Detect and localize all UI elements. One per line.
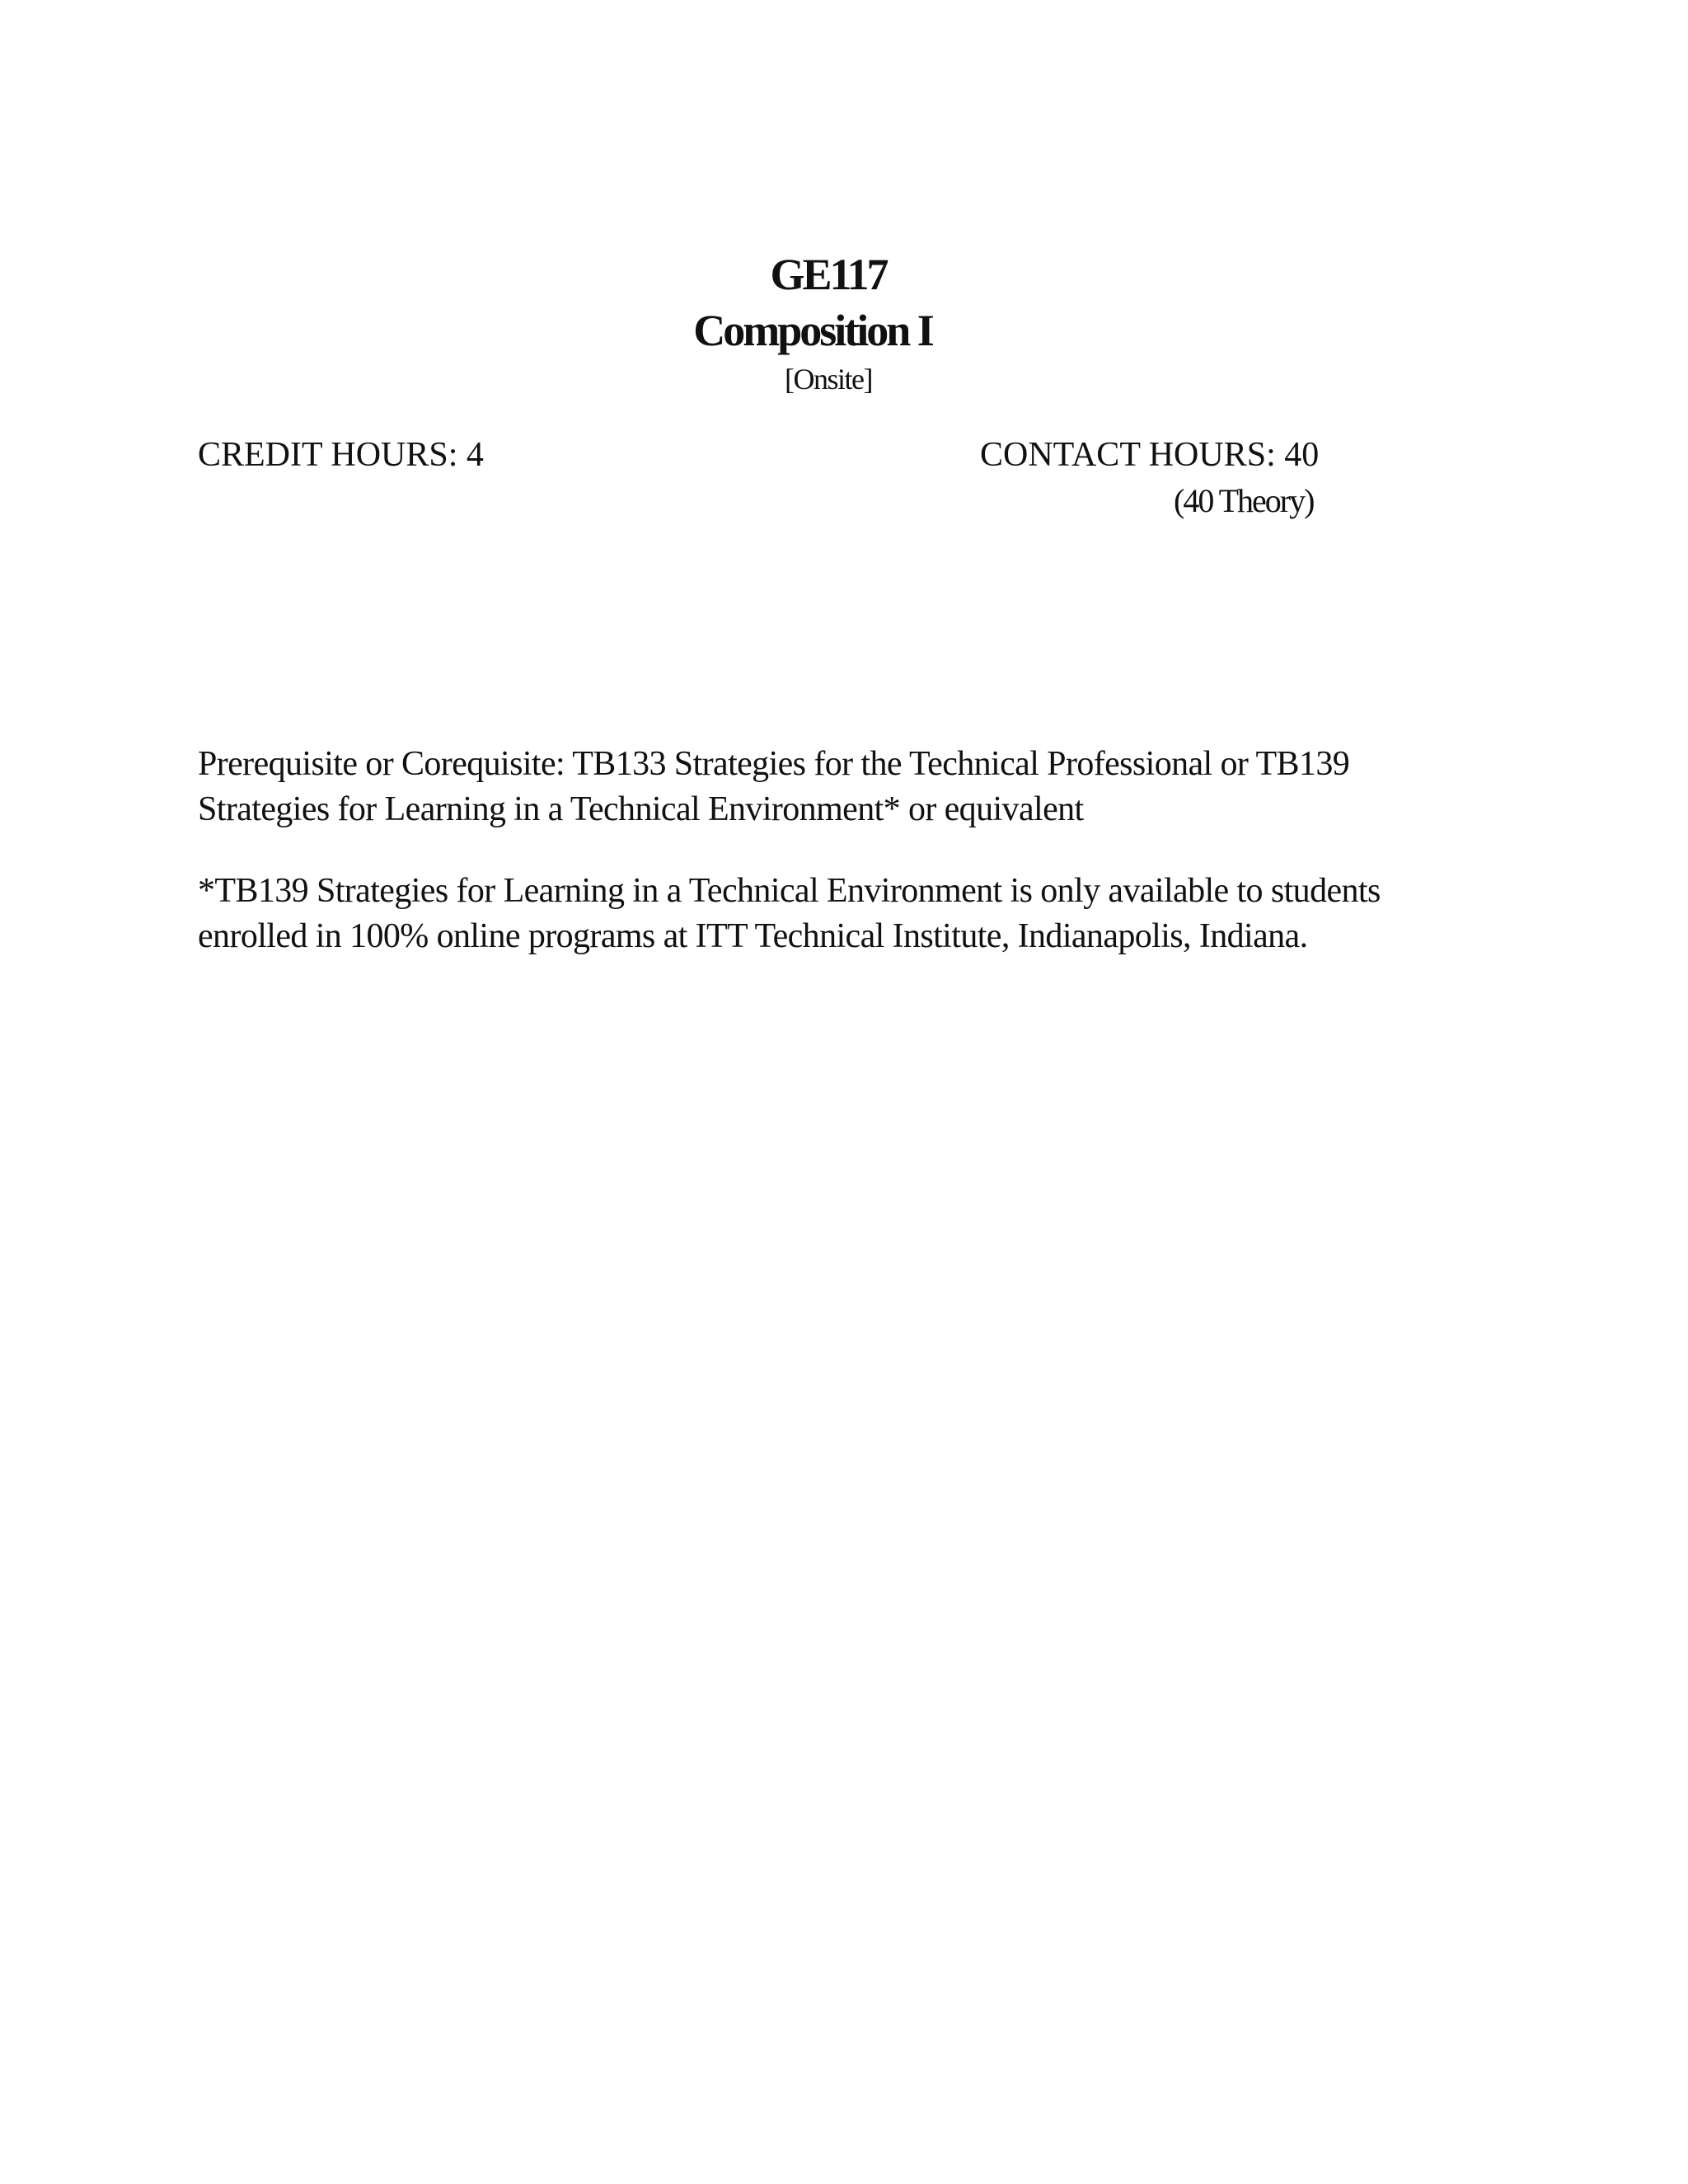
credit-hours: CREDIT HOURS: 4 — [198, 436, 484, 474]
contact-hours: CONTACT HOURS: 40 — [980, 436, 1320, 474]
contact-hours-breakdown: (40 Theory) — [1174, 482, 1314, 519]
course-code: GE117 — [770, 250, 887, 299]
course-title: Composition I — [693, 306, 932, 355]
delivery-mode: [Onsite] — [785, 363, 872, 396]
footnote-paragraph: *TB139 Strategies for Learning in a Technical Environment is only available to students enrolled in 100% online programs at ITT Technical Institute, Indianapolis, Indiana. — [198, 872, 1381, 955]
prerequisite-paragraph: Prerequisite or Corequisite: TB133 Strategies for the Technical Professional or TB139 Strategies for Learning in a Technical Environment* or equivalent — [198, 745, 1350, 828]
